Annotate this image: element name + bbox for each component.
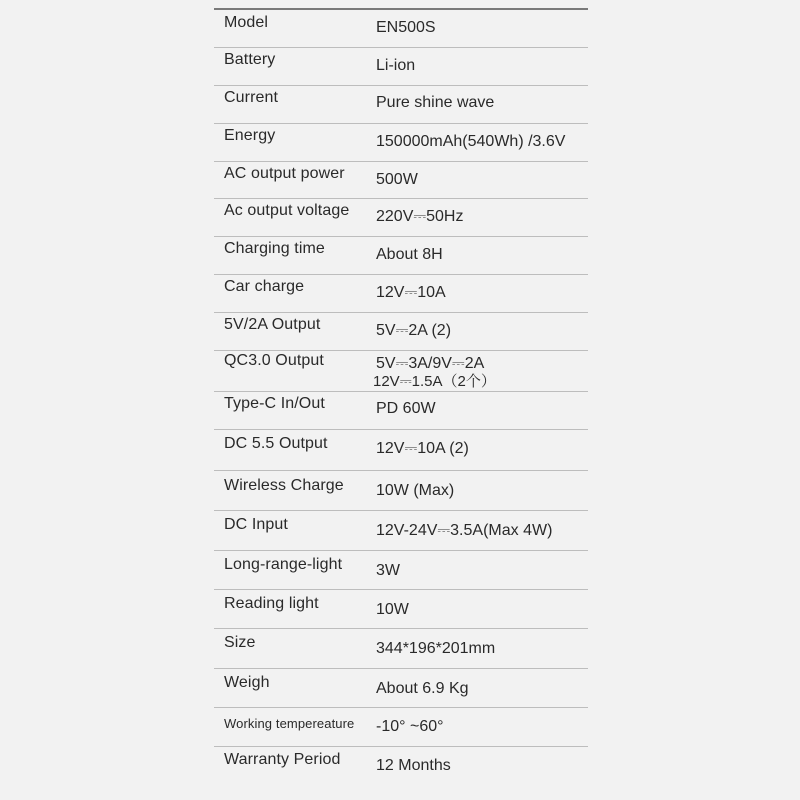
table-row (214, 162, 588, 199)
row-label: Warranty Period (224, 751, 341, 768)
row-value: 150000mAh(540Wh) /3.6V (376, 133, 566, 150)
row-value: EN500S (376, 19, 436, 36)
row-value-line1: 5V⎓3A/9V⎓2A (376, 355, 485, 372)
row-label: Working tempereature (224, 716, 355, 731)
table-row (214, 708, 588, 747)
row-value: About 8H (376, 246, 443, 263)
row-label: 5V/2A Output (224, 316, 321, 333)
table-row (214, 237, 588, 275)
row-label: Battery (224, 51, 276, 68)
table-row (214, 124, 588, 162)
table-row (214, 669, 588, 708)
table-row (214, 86, 588, 124)
row-label: Energy (224, 127, 276, 144)
row-value: -10° ~60° (376, 718, 444, 735)
row-label: Reading light (224, 595, 319, 612)
table-row (214, 10, 588, 48)
table-row (214, 590, 588, 629)
row-value-line2: 12V⎓1.5A（2个） (373, 373, 496, 390)
row-value: 12 Months (376, 757, 451, 774)
row-value: 500W (376, 171, 418, 188)
row-value: Li-ion (376, 57, 416, 74)
row-label: Car charge (224, 278, 305, 295)
row-label: Type-C In/Out (224, 395, 325, 412)
row-value: 12V⎓10A (2) (376, 440, 469, 457)
row-value: 344*196*201mm (376, 640, 496, 657)
row-label: Weigh (224, 674, 270, 691)
row-label: AC output power (224, 165, 345, 182)
table-row (214, 351, 588, 392)
table-row (214, 471, 588, 511)
spec-table (214, 8, 588, 786)
table-row (214, 275, 588, 313)
row-label: Charging time (224, 240, 325, 257)
row-label: Wireless Charge (224, 477, 344, 494)
row-value: 12V⎓10A (376, 284, 446, 301)
row-value: Pure shine wave (376, 94, 495, 111)
row-value: 10W (376, 601, 409, 618)
row-label: DC Input (224, 516, 288, 533)
row-value: 3W (376, 562, 400, 579)
table-row (214, 551, 588, 590)
row-label: Model (224, 14, 269, 31)
row-value (373, 355, 496, 391)
row-label: Long-range-light (224, 556, 343, 573)
table-row (214, 511, 588, 551)
row-value: 220V⎓50Hz (376, 208, 464, 225)
row-value: 10W (Max) (376, 482, 455, 499)
row-value: 12V-24V⎓3.5A(Max 4W) (376, 522, 553, 539)
table-row (214, 629, 588, 669)
row-value: PD 60W (376, 400, 436, 417)
row-label: DC 5.5 Output (224, 435, 328, 452)
row-label: QC3.0 Output (224, 352, 324, 369)
row-value: 5V⎓2A (2) (376, 322, 452, 339)
row-label: Size (224, 634, 256, 651)
table-row (214, 747, 588, 786)
table-row (214, 430, 588, 471)
row-value: About 6.9 Kg (376, 680, 469, 697)
row-label: Ac output voltage (224, 202, 350, 219)
table-row (214, 313, 588, 351)
row-label: Current (224, 89, 279, 106)
table-row (214, 392, 588, 430)
table-row (214, 48, 588, 86)
table-row (214, 199, 588, 237)
